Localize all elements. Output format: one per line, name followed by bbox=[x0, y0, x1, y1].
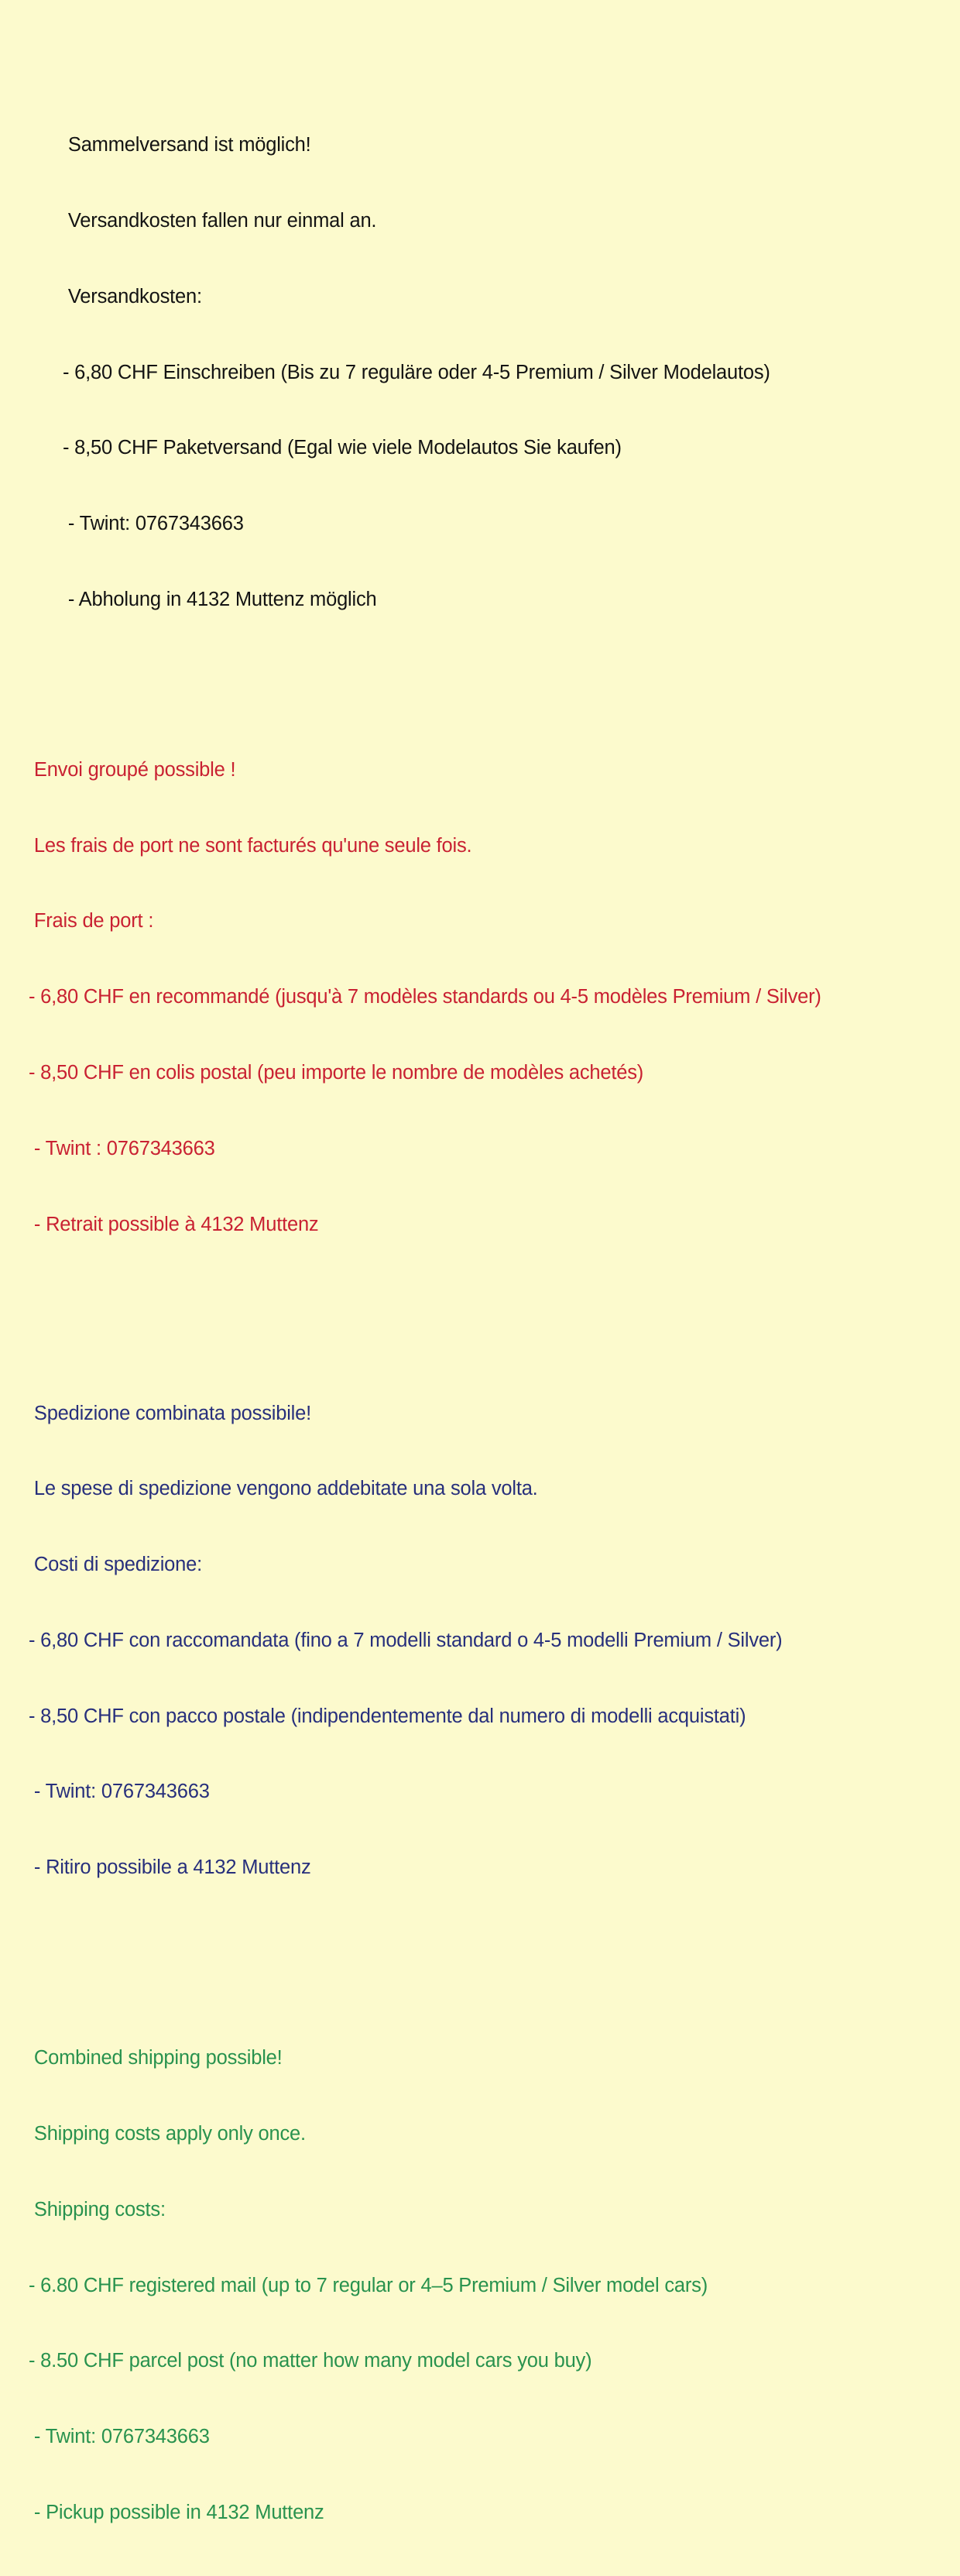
text-line-french-title: Envoi groupé possible ! bbox=[29, 758, 236, 781]
text-line-french-costs-heading: Frais de port : bbox=[29, 910, 154, 933]
text-line-italian-twint: - Twint: 0767343663 bbox=[29, 1781, 210, 1803]
text-line-italian-costs-heading: Costi di spedizione: bbox=[29, 1554, 203, 1576]
text-line-german-costs-heading: Versandkosten: bbox=[63, 285, 202, 307]
text-line-french-pickup: - Retrait possible à 4132 Muttenz bbox=[29, 1213, 319, 1235]
text-line-english-pickup: - Pickup possible in 4132 Muttenz bbox=[29, 2501, 324, 2523]
text-line-italian-parcel: - 8,50 CHF con pacco postale (indipendentemente dal numero di modelli acquistati) bbox=[29, 1705, 746, 1727]
text-line-german-parcel: - 8,50 CHF Paketversand (Egal wie viele Modelautos Sie kaufen) bbox=[63, 437, 622, 459]
text-line-french-registered-mail: - 6,80 CHF en recommandé (jusqu'à 7 modèles standards ou 4-5 modèles Premium / Silver) bbox=[29, 986, 821, 1008]
text-line-english-once: Shipping costs apply only once. bbox=[29, 2122, 306, 2145]
text-line-english-registered-mail: - 6.80 CHF registered mail (up to 7 regular or 4–5 Premium / Silver model cars) bbox=[29, 2274, 708, 2296]
text-line-english-costs-heading: Shipping costs: bbox=[29, 2198, 166, 2221]
shipping-info-block-english bbox=[0, 1995, 960, 2576]
text-line-german-registered-mail: - 6,80 CHF Einschreiben (Bis zu 7 reguläre oder 4-5 Premium / Silver Modelautos) bbox=[63, 361, 770, 383]
text-line-italian-title: Spedizione combinata possibile! bbox=[29, 1402, 311, 1424]
text-line-french-parcel: - 8,50 CHF en colis postal (peu importe le nombre de modèles achetés) bbox=[29, 1061, 644, 1084]
text-line-german-pickup: - Abholung in 4132 Muttenz möglich bbox=[63, 588, 377, 610]
text-line-english-twint: - Twint: 0767343663 bbox=[29, 2426, 210, 2448]
shipping-info-block-german bbox=[0, 82, 960, 663]
text-line-italian-once: Le spese di spedizione vengono addebitate una sola volta. bbox=[29, 1478, 538, 1500]
text-line-english-title: Combined shipping possible! bbox=[29, 2047, 283, 2069]
shipping-info-block-french bbox=[0, 707, 960, 1288]
text-line-italian-pickup: - Ritiro possibile a 4132 Muttenz bbox=[29, 1856, 311, 1879]
text-line-french-once: Les frais de port ne sont facturés qu'une seule fois. bbox=[29, 834, 472, 857]
text-line-german-once: Versandkosten fallen nur einmal an. bbox=[63, 209, 377, 232]
text-line-german-title: Sammelversand ist möglich! bbox=[63, 134, 311, 156]
shipping-info-block-italian bbox=[0, 1350, 960, 1931]
text-line-english-parcel: - 8.50 CHF parcel post (no matter how many model cars you buy) bbox=[29, 2350, 592, 2372]
text-line-german-twint: - Twint: 0767343663 bbox=[63, 513, 244, 535]
text-line-french-twint: - Twint : 0767343663 bbox=[29, 1137, 215, 1159]
text-line-italian-registered-mail: - 6,80 CHF con raccomandata (fino a 7 modelli standard o 4-5 modelli Premium / Silver) bbox=[29, 1629, 783, 1651]
